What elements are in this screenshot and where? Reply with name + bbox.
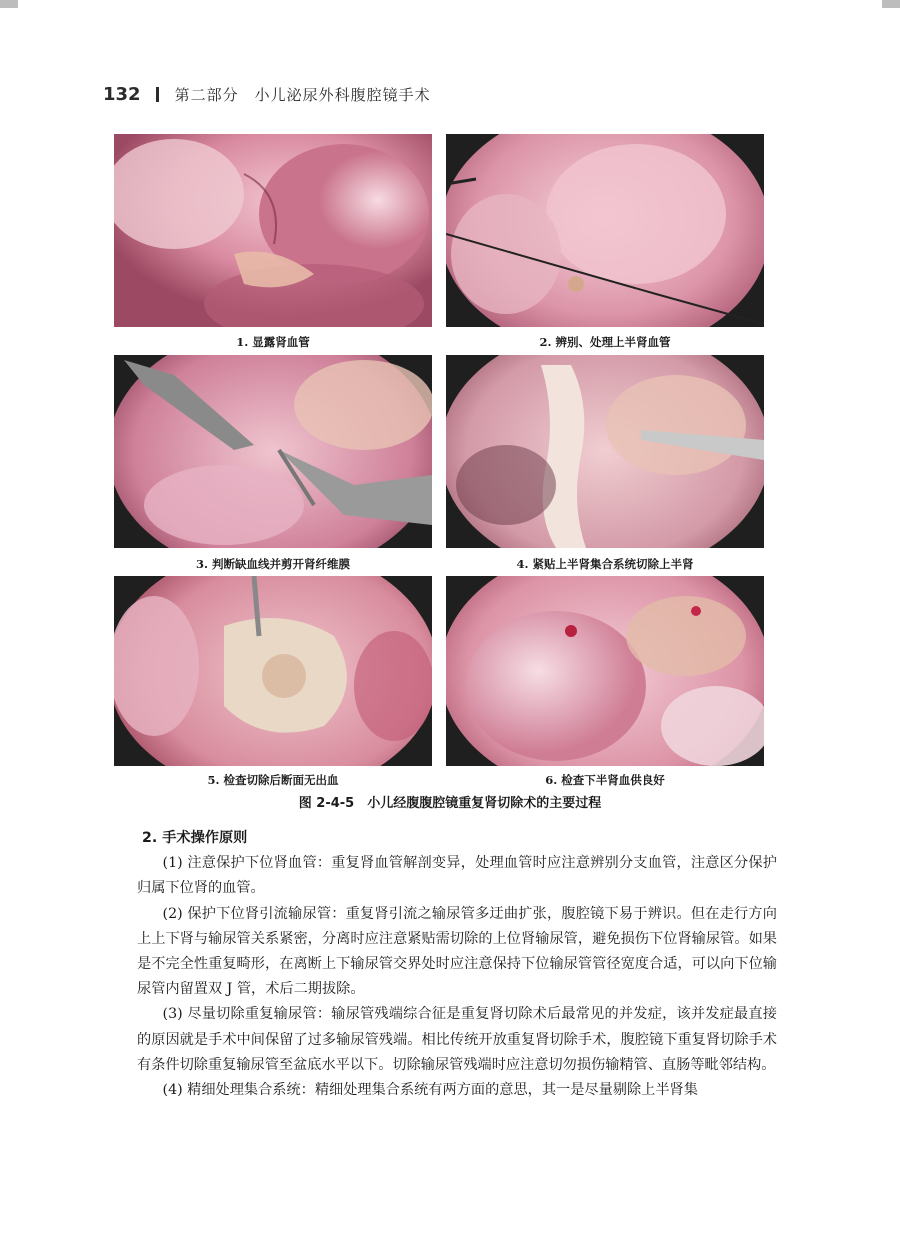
paragraph-4: (4) 精细处理集合系统：精细处理集合系统有两方面的意思，其一是尽量剔除上半肾集 (162, 1082, 698, 1099)
paragraph-2: (2) 保护下位肾引流输尿管：重复肾引流之输尿管多迂曲扩张，腹腔镜下易于辨识。但在走行方向上上下肾与输尿管关系紧密，分离时应注意紧贴需切除的上位肾输尿管，避免损伤下位肾输尿管。如果是不完全性重复畸形，在离断上下输尿管交界处时应注意保持下位输尿管管径宽度合适，可以向下位输尿管内留置双 J 管，术后二期拔除。 (137, 905, 777, 998)
page-header (103, 84, 431, 105)
page-corner-mark (882, 0, 900, 8)
paragraph-3: (3) 尽量切除重复输尿管：输尿管残端综合征是重复肾切除术后最常见的并发症，该并发症最直接的原因就是手术中间保留了过多输尿管残端。相比传统开放重复肾切除手术，腹腔镜下重复肾切除手术有条件切除重复输尿管至盆底水平以下。切除输尿管残端时应注意切勿损伤输精管、直肠等毗邻结构。 (137, 1006, 777, 1073)
figure-panel-3-photo (114, 355, 432, 548)
running-title: 第二部分 小儿泌尿外科腹腔镜手术 (174, 86, 431, 104)
figure-panel-5-caption: 5. 检查切除后断面无出血 (207, 773, 339, 787)
figure-title: 图 2-4-5 小儿经腹腹腔镜重复肾切除术的主要过程 (298, 796, 602, 811)
figure-panel-4-photo (446, 355, 764, 548)
figure-panel-2-photo (446, 134, 764, 327)
figure-panel-1-caption: 1. 显露肾血管 (236, 335, 310, 349)
page-number: 132 (103, 84, 141, 105)
figure-panel-6-caption: 6. 检查下半肾血供良好 (545, 773, 665, 787)
header-separator (156, 87, 159, 102)
page-corner-mark (0, 0, 18, 8)
body-text (137, 826, 777, 1103)
figure-panel-5-photo (114, 576, 432, 766)
section-heading: 2. 手术操作原则 (142, 830, 248, 846)
figure-panel-1-photo (114, 134, 432, 327)
paragraph-1: (1) 注意保护下位肾血管：重复肾血管解剖变异，处理血管时应注意辨别分支血管，注意区分保护归属下位肾的血管。 (137, 855, 777, 897)
figure-panel-4-caption: 4. 紧贴上半肾集合系统切除上半肾 (516, 557, 694, 571)
figure-panel-2-caption: 2. 辨别、处理上半肾血管 (539, 335, 671, 349)
figure-panel-3-caption: 3. 判断缺血线并剪开肾纤维膜 (195, 557, 350, 571)
figure-panel-6-photo (446, 576, 764, 766)
